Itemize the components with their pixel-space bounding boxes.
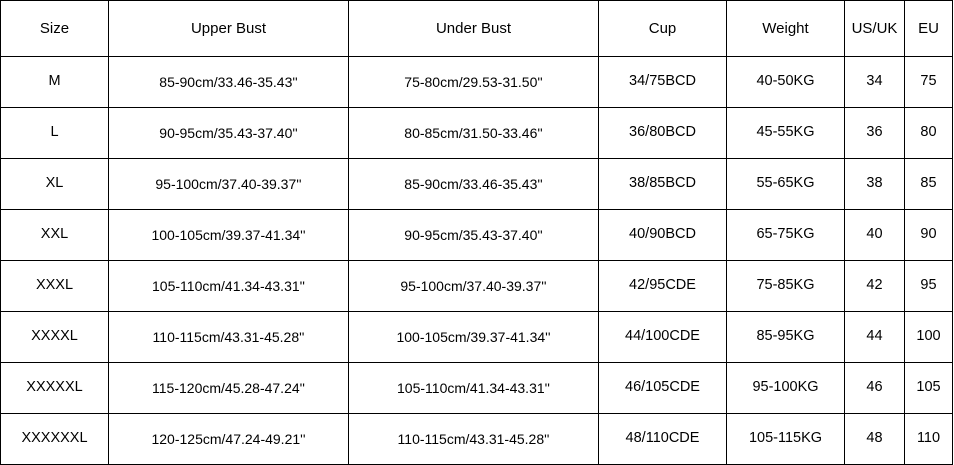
table-row bbox=[1, 57, 953, 108]
table-row bbox=[1, 261, 953, 312]
cell-cup: 36/80BCD bbox=[599, 108, 727, 159]
cell-under-bust: 80-85cm/31.50-33.46'' bbox=[349, 108, 599, 159]
cell-upper-bust: 90-95cm/35.43-37.40'' bbox=[109, 108, 349, 159]
cell-us-uk: 34 bbox=[845, 57, 905, 108]
cell-weight: 40-50KG bbox=[727, 57, 845, 108]
cell-eu: 95 bbox=[905, 261, 953, 312]
cell-size: M bbox=[1, 57, 109, 108]
cell-us-uk: 48 bbox=[845, 414, 905, 465]
cell-cup: 48/110CDE bbox=[599, 414, 727, 465]
cell-under-bust: 110-115cm/43.31-45.28'' bbox=[349, 414, 599, 465]
cell-under-bust: 75-80cm/29.53-31.50'' bbox=[349, 57, 599, 108]
cell-size: L bbox=[1, 108, 109, 159]
cell-size: XXXXXXL bbox=[1, 414, 109, 465]
table-header bbox=[1, 1, 953, 57]
column-header-cup: Cup bbox=[599, 1, 727, 57]
table-body bbox=[1, 57, 953, 465]
cell-us-uk: 42 bbox=[845, 261, 905, 312]
table-row bbox=[1, 210, 953, 261]
cell-upper-bust: 120-125cm/47.24-49.21'' bbox=[109, 414, 349, 465]
column-header-eu: EU bbox=[905, 1, 953, 57]
cell-eu: 100 bbox=[905, 312, 953, 363]
cell-upper-bust: 95-100cm/37.40-39.37'' bbox=[109, 159, 349, 210]
cell-weight: 85-95KG bbox=[727, 312, 845, 363]
cell-under-bust: 100-105cm/39.37-41.34'' bbox=[349, 312, 599, 363]
cell-size: XL bbox=[1, 159, 109, 210]
cell-size: XXXXXL bbox=[1, 363, 109, 414]
cell-cup: 40/90BCD bbox=[599, 210, 727, 261]
cell-under-bust: 90-95cm/35.43-37.40'' bbox=[349, 210, 599, 261]
cell-us-uk: 44 bbox=[845, 312, 905, 363]
cell-eu: 80 bbox=[905, 108, 953, 159]
table-header-row bbox=[1, 1, 953, 57]
cell-cup: 34/75BCD bbox=[599, 57, 727, 108]
cell-weight: 75-85KG bbox=[727, 261, 845, 312]
cell-us-uk: 40 bbox=[845, 210, 905, 261]
cell-eu: 75 bbox=[905, 57, 953, 108]
cell-weight: 65-75KG bbox=[727, 210, 845, 261]
cell-upper-bust: 105-110cm/41.34-43.31'' bbox=[109, 261, 349, 312]
cell-under-bust: 105-110cm/41.34-43.31'' bbox=[349, 363, 599, 414]
cell-weight: 45-55KG bbox=[727, 108, 845, 159]
column-header-under-bust: Under Bust bbox=[349, 1, 599, 57]
cell-upper-bust: 110-115cm/43.31-45.28'' bbox=[109, 312, 349, 363]
cell-upper-bust: 115-120cm/45.28-47.24'' bbox=[109, 363, 349, 414]
cell-us-uk: 38 bbox=[845, 159, 905, 210]
cell-weight: 55-65KG bbox=[727, 159, 845, 210]
cell-weight: 95-100KG bbox=[727, 363, 845, 414]
cell-cup: 46/105CDE bbox=[599, 363, 727, 414]
cell-eu: 90 bbox=[905, 210, 953, 261]
cell-eu: 110 bbox=[905, 414, 953, 465]
column-header-upper-bust: Upper Bust bbox=[109, 1, 349, 57]
cell-eu: 85 bbox=[905, 159, 953, 210]
cell-cup: 42/95CDE bbox=[599, 261, 727, 312]
table-row bbox=[1, 363, 953, 414]
cell-us-uk: 36 bbox=[845, 108, 905, 159]
cell-weight: 105-115KG bbox=[727, 414, 845, 465]
column-header-size: Size bbox=[1, 1, 109, 57]
table-row bbox=[1, 312, 953, 363]
cell-cup: 38/85BCD bbox=[599, 159, 727, 210]
cell-eu: 105 bbox=[905, 363, 953, 414]
cell-size: XXL bbox=[1, 210, 109, 261]
cell-us-uk: 46 bbox=[845, 363, 905, 414]
cell-size: XXXL bbox=[1, 261, 109, 312]
table-row bbox=[1, 159, 953, 210]
cell-cup: 44/100CDE bbox=[599, 312, 727, 363]
cell-under-bust: 95-100cm/37.40-39.37'' bbox=[349, 261, 599, 312]
column-header-weight: Weight bbox=[727, 1, 845, 57]
cell-size: XXXXL bbox=[1, 312, 109, 363]
cell-upper-bust: 85-90cm/33.46-35.43'' bbox=[109, 57, 349, 108]
cell-under-bust: 85-90cm/33.46-35.43'' bbox=[349, 159, 599, 210]
table-row bbox=[1, 108, 953, 159]
column-header-us-uk: US/UK bbox=[845, 1, 905, 57]
cell-upper-bust: 100-105cm/39.37-41.34'' bbox=[109, 210, 349, 261]
